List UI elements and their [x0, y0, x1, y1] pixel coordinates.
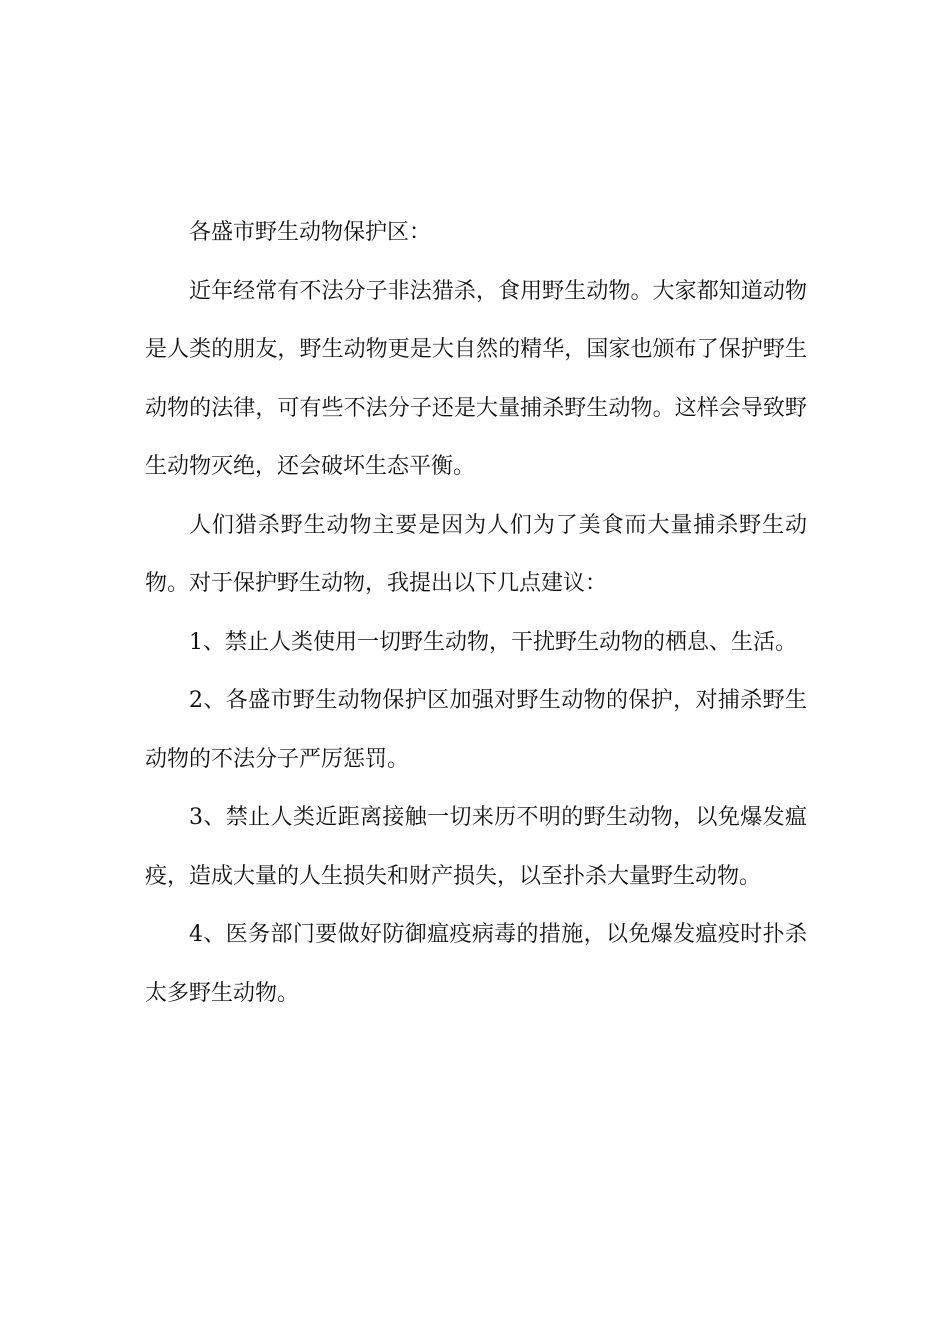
suggestion-4: 4、医务部门要做好防御瘟疫病毒的措施，以免爆发瘟疫时扑杀太多野生动物。 — [145, 922, 807, 1006]
paragraph-intro: 近年经常有不法分子非法猎杀，食用野生动物。大家都知道动物是人类的朋友，野生动物更是大自然的精华，国家也颁布了保护野生动物的法律，可有些不法分子还是大量捕杀野生动物。这样会导致野生动物灭绝，还会破坏生态平衡。 — [145, 278, 807, 479]
paragraph-reason: 人们猎杀野生动物主要是因为人们为了美食而大量捕杀野生动物。对于保护野生动物，我提出以下几点建议： — [145, 512, 807, 596]
letter-body — [145, 204, 807, 1023]
suggestion-2: 2、各盛市野生动物保护区加强对野生动物的保护，对捕杀野生动物的不法分子严厉惩罚。 — [145, 688, 807, 772]
suggestion-3: 3、禁止人类近距离接触一切来历不明的野生动物，以免爆发瘟疫，造成大量的人生损失和财产损失，以至扑杀大量野生动物。 — [145, 805, 807, 889]
suggestion-1: 1、禁止人类使用一切野生动物，干扰野生动物的栖息、生活。 — [189, 629, 797, 655]
salutation: 各盛市野生动物保护区： — [189, 220, 432, 245]
